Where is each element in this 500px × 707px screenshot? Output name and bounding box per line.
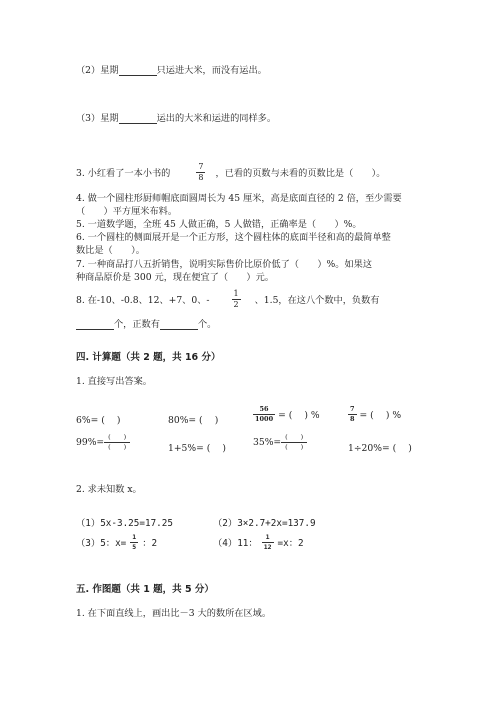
question-text: 个，正数有 <box>114 319 160 330</box>
fraction-numerator: ( ) <box>285 433 304 441</box>
question-line-3 <box>76 110 276 124</box>
equation-1[interactable]: （1）5x-3.25=17.25 <box>76 518 173 529</box>
calc-item-3[interactable] <box>253 406 320 422</box>
calc-item-7[interactable] <box>253 434 307 450</box>
fraction-numerator: 56 <box>259 405 269 413</box>
question-text: 8. 在-10、-0.8、12、+7、0、- <box>76 295 210 306</box>
equation-4[interactable] <box>213 534 304 550</box>
calc-expression: 35%= <box>253 436 282 448</box>
calc-item-8[interactable]: 1÷20%= ( ) <box>348 443 412 454</box>
question-text: 、1.5，在这八个数中，负数有 <box>254 295 380 306</box>
fill-question-7-line1: 7. 一种商品打八五折销售，说明实际售价比原价低了（ ）%。如果这 <box>76 259 373 270</box>
fraction-denominator: 5 <box>132 542 137 551</box>
fraction-denominator: 8 <box>350 414 355 423</box>
calc-item-5[interactable] <box>76 434 130 450</box>
fraction <box>130 534 138 550</box>
calc-expression: = ( ) % <box>278 410 320 421</box>
section-heading-4: 四. 计算题（共 2 题，共 16 分） <box>76 352 221 363</box>
question-text: 个。 <box>197 319 217 330</box>
fill-question-7-line2: 种商品原价是 300 元，现在便宜了（ ）元。 <box>76 272 274 283</box>
fraction-denominator: ( ) <box>285 442 304 451</box>
calc-item-4[interactable] <box>348 406 401 422</box>
question-text: ，已看的页数与未看的页数比是（ ）。 <box>215 168 386 179</box>
calc-item-2[interactable]: 80%= ( ) <box>168 415 219 426</box>
question-title: 2. 求未知数 x。 <box>76 484 142 495</box>
fraction-numerator: 7 <box>350 405 355 413</box>
fraction <box>253 406 275 422</box>
calc-item-6[interactable]: 1+5%= ( ) <box>168 443 227 454</box>
fraction-denominator: 2 <box>233 299 239 309</box>
fraction-numerator: 1 <box>265 533 270 541</box>
section-heading-5: 五. 作图题（共 1 题，共 5 分） <box>76 584 214 595</box>
equation-text: （3）5：x= <box>76 538 127 549</box>
calc-item-1[interactable]: 6%= ( ) <box>76 415 121 426</box>
fill-question-6-line2: 数比是（ ）。 <box>76 245 145 256</box>
fraction-answer <box>104 434 130 450</box>
fraction <box>232 290 241 309</box>
fraction-answer <box>281 434 307 450</box>
drawing-question-1: 1. 在下面直线上，画出比－3 大的数所在区域。 <box>76 608 272 619</box>
question-prefix: （3）星期 <box>76 113 119 124</box>
calc-expression: 99%= <box>76 436 105 448</box>
fill-question-6-line1: 6. 一个圆柱的侧面展开是一个正方形，这个圆柱体的底面半径和高的最简单整 <box>76 232 391 243</box>
answer-blank[interactable] <box>76 320 114 330</box>
equation-text: ：2 <box>142 538 158 549</box>
fraction-numerator: 1 <box>132 533 137 541</box>
equation-text: （4）11： <box>213 538 258 549</box>
equation-text: =x：2 <box>277 538 304 549</box>
question-suffix: 只运进大米，而没有运出。 <box>156 65 267 76</box>
fraction-denominator: 8 <box>198 172 204 182</box>
equation-3[interactable] <box>76 534 157 550</box>
fill-question-4-line2: （ ）平方厘米布料。 <box>76 206 178 217</box>
fill-question-3 <box>76 162 385 182</box>
answer-blank[interactable] <box>119 114 157 124</box>
fill-question-8-line2 <box>76 316 216 330</box>
question-title: 1. 直接写出答案。 <box>76 376 152 387</box>
answer-blank[interactable] <box>160 320 198 330</box>
fraction-numerator: ( ) <box>108 433 127 441</box>
fraction-denominator: 12 <box>263 542 272 551</box>
fraction-numerator: 7 <box>198 161 204 171</box>
fill-question-4-line1: 4. 做一个圆柱形厨师帽底面圆周长为 45 厘米，高是底面直径的 2 倍，至少需要 <box>76 193 402 204</box>
calc-expression: = ( ) % <box>359 410 402 421</box>
fill-question-5: 5. 一道数学题，全班 45 人做正确，5 人做错，正确率是（ ）%。 <box>76 219 362 230</box>
equation-2[interactable]: （2）3×2.7+2x=137.9 <box>213 518 316 529</box>
fill-question-8 <box>76 288 379 310</box>
question-suffix: 运出的大米和运进的同样多。 <box>156 113 277 124</box>
fraction-denominator: ( ) <box>108 442 127 451</box>
fraction <box>348 406 357 422</box>
fraction-denominator: 1000 <box>255 414 274 423</box>
fraction <box>196 163 205 182</box>
answer-blank[interactable] <box>119 66 157 76</box>
fraction <box>262 534 274 550</box>
question-prefix: （2）星期 <box>76 65 119 76</box>
question-text: 3. 小红看了一本小书的 <box>76 168 171 179</box>
fraction-numerator: 1 <box>233 288 239 298</box>
question-line-2 <box>76 62 267 76</box>
